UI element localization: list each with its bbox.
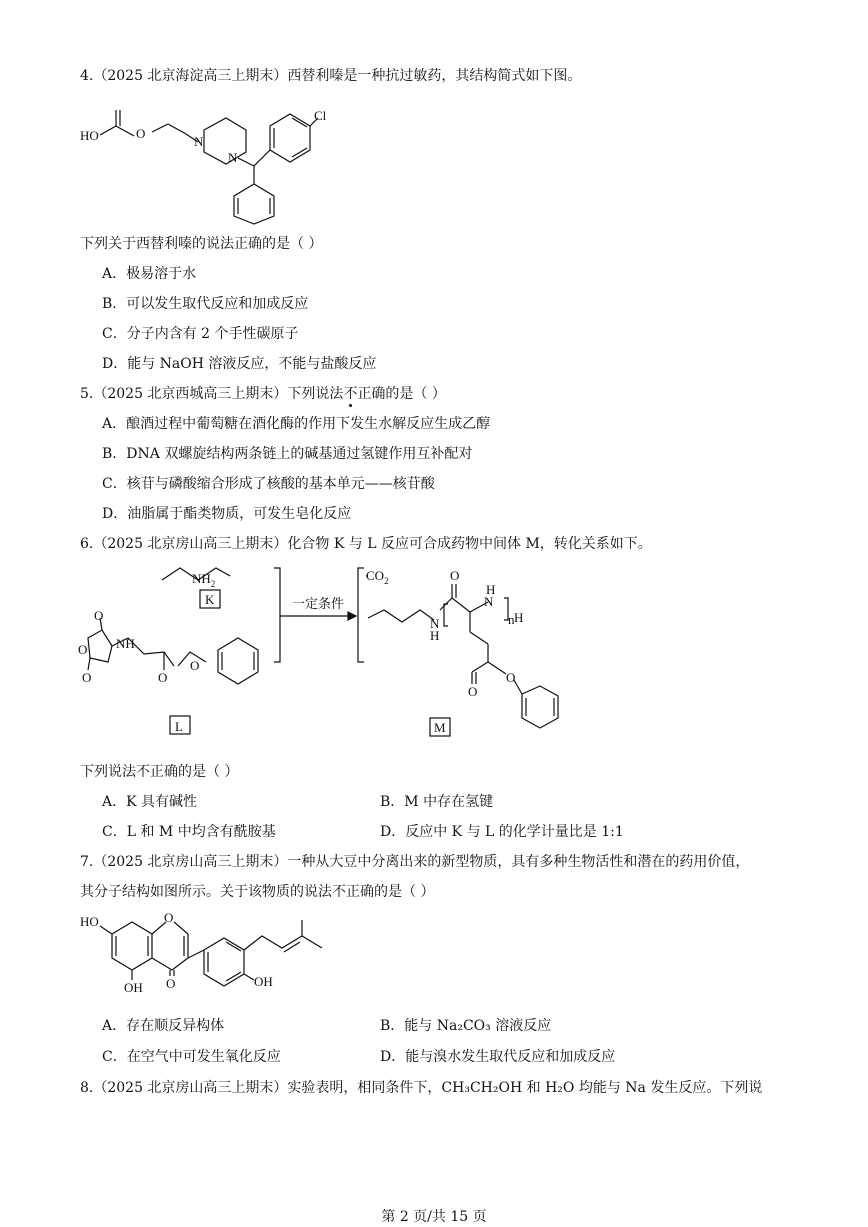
q6-m-n-sub: n	[508, 612, 515, 627]
q6-m-h1: H	[430, 628, 440, 643]
q5-stem	[80, 384, 446, 404]
q4-option-d[interactable]: D．能与 NaOH 溶液反应，不能与盐酸反应	[102, 356, 377, 372]
q6-l-o5: O	[190, 658, 200, 673]
q6-l-o3: O	[82, 670, 92, 685]
q4-option-a[interactable]: A．极易溶于水	[102, 266, 197, 282]
q4-option-c[interactable]: C．分子内含有 2 个手性碳原子	[102, 326, 299, 342]
q6-scheme	[78, 558, 598, 748]
q7-option-d[interactable]: D．能与溴水发生取代反应和加成反应	[380, 1049, 616, 1065]
q6-m-label: M	[434, 720, 446, 735]
q6-l-nh: NH	[116, 636, 135, 651]
q4-o-label: O	[136, 126, 146, 141]
q7-oh2-label: OH	[254, 974, 273, 989]
q7-stem-2: 其分子结构如图所示。关于该物质的说法不正确的是（ ）	[80, 884, 435, 900]
page-footer: 第 2 页/共 15 页	[381, 1209, 487, 1225]
q6-m-o3: O	[506, 670, 516, 685]
q6-m-h3: H	[514, 610, 524, 625]
q6-k-label: K	[205, 592, 215, 607]
q7-o-keto-label: O	[166, 976, 176, 991]
q7-option-c[interactable]: C．在空气中可发生氧化反应	[102, 1049, 281, 1065]
q4-stem: 4.（2025 北京海淀高三上期末）西替利嗪是一种抗过敏药，其结构简式如下图。	[80, 68, 582, 84]
q7-ho-label: HO	[80, 914, 99, 929]
q7-o-ring-label: O	[164, 910, 174, 925]
q7-stem: 7.（2025 北京房山高三上期末）一种从大豆中分离出来的新型物质，具有多种生物活性和潜在的药用价值，	[80, 854, 750, 870]
q6-k-nh2: $NH_2$	[192, 571, 216, 589]
q4-cl-label: Cl	[314, 108, 327, 123]
q5-option-b[interactable]: B．DNA 双螺旋结构两条链上的碱基通过氢键作用互补配对	[102, 446, 473, 462]
q6-l-o4: O	[158, 670, 168, 685]
q7-option-b[interactable]: B．能与 Na₂CO₃ 溶液反应	[380, 1018, 552, 1034]
q5-option-a[interactable]: A．酿酒过程中葡萄糖在酒化酶的作用下发生水解反应生成乙醇	[102, 416, 491, 432]
q6-m-o1: O	[450, 568, 460, 583]
q4-structure	[78, 100, 338, 225]
q6-option-d[interactable]: D．反应中 K 与 L 的化学计量比是 1:1	[380, 824, 624, 840]
q6-option-a[interactable]: A．K 具有碱性	[102, 794, 198, 810]
q6-m-co2: $CO_2$	[366, 568, 389, 586]
q6-option-b[interactable]: B．M 中存在氢键	[380, 794, 494, 810]
q5-option-c[interactable]: C．核苷与磷酸缩合形成了核酸的基本单元——核苷酸	[102, 476, 435, 492]
q4-option-b[interactable]: B．可以发生取代反应和加成反应	[102, 296, 309, 312]
q5-stem-emphasis: 不	[343, 386, 358, 402]
q4-ho-label: HO	[80, 128, 99, 143]
q4-n2-label: N	[228, 150, 238, 165]
q7-oh1-label: OH	[124, 980, 143, 995]
q6-m-n1: N	[430, 616, 440, 631]
q8-stem: 8.（2025 北京房山高三上期末）实验表明，相同条件下，CH₃CH₂OH 和 H₂O 均能与 Na 发生反应。下列说	[80, 1080, 763, 1096]
q6-condition: 一定条件	[292, 596, 345, 611]
q6-m-h2: H	[486, 582, 496, 597]
q7-structure	[78, 906, 338, 1006]
q6-l-o2: O	[78, 642, 88, 657]
q5-stem-post: 正确的是（ ）	[357, 386, 446, 402]
q6-m-o2: O	[468, 684, 478, 699]
q6-m-n2: N	[484, 594, 494, 609]
q7-option-a[interactable]: A．存在顺反异构体	[102, 1018, 225, 1034]
q6-prompt: 下列说法不正确的是（ ）	[80, 764, 239, 780]
q5-stem-pre: 5.（2025 北京西城高三上期末）下列说法	[80, 386, 344, 402]
q6-stem: 6.（2025 北京房山高三上期末）化合物 K 与 L 反应可合成药物中间体 M，转化关系如下。	[80, 536, 652, 552]
q4-prompt: 下列关于西替利嗪的说法正确的是（ ）	[80, 236, 323, 252]
q6-option-c[interactable]: C．L 和 M 中均含有酰胺基	[102, 824, 276, 840]
q4-n1-label: N	[194, 134, 204, 149]
q6-l-label: L	[175, 719, 183, 734]
q6-l-o1: O	[94, 608, 104, 623]
q5-option-d[interactable]: D．油脂属于酯类物质，可发生皂化反应	[102, 506, 352, 522]
